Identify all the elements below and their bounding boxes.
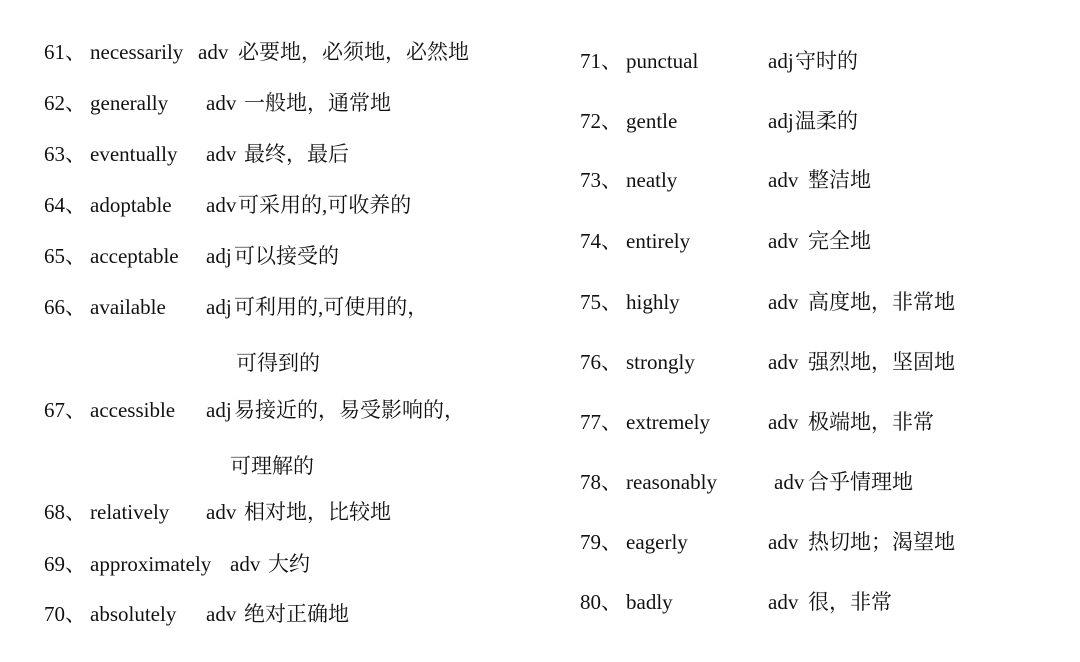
entry-word: necessarily (90, 40, 184, 64)
entry-number: 68、 (44, 500, 86, 524)
entry-pos: adv (206, 193, 237, 217)
entry-word: approximately (90, 552, 212, 576)
entry-word: gentle (626, 109, 678, 133)
entry-number: 80、 (580, 590, 622, 614)
entry-number: 66、 (44, 295, 86, 319)
entry-definition: 高度地，非常地 (808, 290, 955, 314)
entry-definition: 极端地，非常 (808, 410, 934, 434)
entry-number: 76、 (580, 350, 622, 374)
entry-number: 62、 (44, 91, 86, 115)
entry-pos: adv (768, 410, 799, 434)
entry-number: 77、 (580, 410, 622, 434)
entry-pos: adv (768, 168, 799, 192)
entry-number: 61、 (44, 40, 86, 64)
entry-pos: adj (768, 109, 794, 133)
entry-number: 75、 (580, 290, 622, 314)
entry-number: 71、 (580, 49, 622, 73)
entry-pos: adv (768, 229, 799, 253)
entry-pos: adv (768, 530, 799, 554)
entry-pos: adv (206, 91, 237, 115)
entry-word: highly (626, 290, 680, 314)
entry-number: 72、 (580, 109, 622, 133)
entry-number: 67、 (44, 398, 86, 422)
entry-word: neatly (626, 168, 678, 192)
entry-word: extremely (626, 410, 710, 434)
entry-number: 64、 (44, 193, 86, 217)
entry-definition: 最终，最后 (244, 142, 349, 166)
entry-pos: adv (768, 350, 799, 374)
entry-pos: adv (230, 552, 261, 576)
entry-word: accessible (90, 398, 176, 422)
entry-definition: 温柔的 (795, 109, 858, 133)
entry-pos: adv (198, 40, 229, 64)
entry-number: 79、 (580, 530, 622, 554)
entry-word: strongly (626, 350, 695, 374)
entry-word: punctual (626, 49, 699, 73)
entry-word: eventually (90, 142, 178, 166)
entry-definition: 很，非常 (808, 590, 892, 614)
entry-definition: 易接近的，易受影响的， (234, 398, 465, 422)
entry-definition-continued: 可理解的 (230, 454, 314, 478)
entry-pos: adv (206, 602, 237, 626)
entry-pos: adv (768, 290, 799, 314)
entry-word: reasonably (626, 470, 717, 494)
entry-definition: 可以接受的 (234, 244, 339, 268)
entry-definition: 强烈地，坚固地 (808, 350, 955, 374)
entry-number: 63、 (44, 142, 86, 166)
entry-definition: 可利用的,可使用的， (234, 295, 429, 319)
entry-definition: 可采用的,可收养的 (238, 193, 412, 217)
entry-pos: adj (206, 244, 232, 268)
entry-number: 69、 (44, 552, 86, 576)
entry-definition: 完全地 (808, 229, 871, 253)
entry-pos: adj (206, 398, 232, 422)
entry-number: 78、 (580, 470, 622, 494)
entry-word: badly (626, 590, 673, 614)
entry-word: entirely (626, 229, 691, 253)
entry-definition: 必要地，必须地，必然地 (238, 40, 469, 64)
entry-word: acceptable (90, 244, 179, 268)
entry-number: 74、 (580, 229, 622, 253)
entry-word: absolutely (90, 602, 177, 626)
entry-word: relatively (90, 500, 170, 524)
entry-number: 70、 (44, 602, 86, 626)
entry-number: 65、 (44, 244, 86, 268)
entry-pos: adj (768, 49, 794, 73)
entry-word: available (90, 295, 166, 319)
entry-definition: 守时的 (795, 49, 858, 73)
entry-word: generally (90, 91, 169, 115)
entry-pos: adv (774, 470, 805, 494)
entry-definition: 热切地；渴望地 (808, 530, 955, 554)
entry-word: adoptable (90, 193, 172, 217)
entry-definition: 合乎情理地 (808, 470, 913, 494)
entry-pos: adv (768, 590, 799, 614)
entry-definition: 绝对正确地 (244, 602, 349, 626)
entry-definition: 一般地，通常地 (244, 91, 391, 115)
entry-definition: 整洁地 (808, 168, 871, 192)
entry-definition: 相对地，比较地 (244, 500, 391, 524)
entry-word: eagerly (626, 530, 688, 554)
entry-pos: adj (206, 295, 232, 319)
entry-pos: adv (206, 500, 237, 524)
entry-definition-continued: 可得到的 (236, 351, 320, 375)
entry-definition: 大约 (268, 552, 310, 576)
entry-number: 73、 (580, 168, 622, 192)
entry-pos: adv (206, 142, 237, 166)
